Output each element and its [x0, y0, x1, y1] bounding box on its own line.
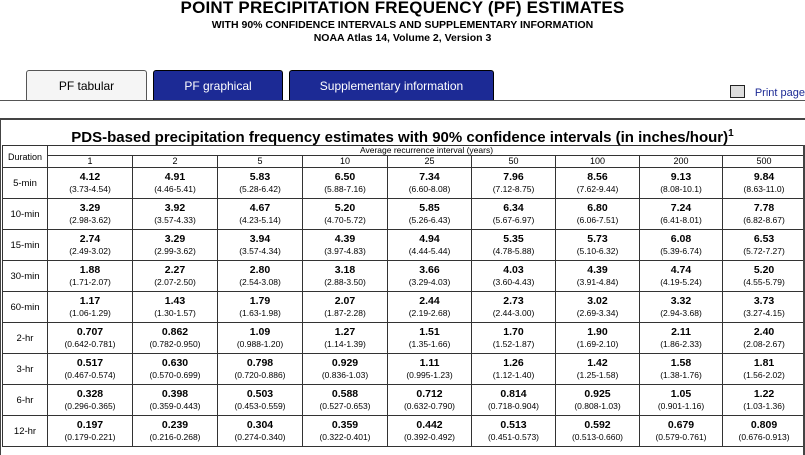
estimate-value: 1.70: [503, 326, 524, 338]
confidence-interval: (0.642-0.781): [64, 339, 116, 349]
estimate-value: 0.814: [500, 388, 527, 400]
estimate-value: 3.92: [164, 202, 186, 214]
estimate-value: 2.07: [334, 295, 356, 307]
estimate-cell: [303, 416, 388, 447]
estimate-value: 0.929: [331, 357, 359, 369]
estimate-cell: [133, 199, 218, 230]
confidence-interval: (2.88-3.50): [324, 277, 366, 287]
estimate-cell: [133, 261, 218, 292]
estimate-value: 2.74: [79, 233, 101, 245]
estimate-cell: [303, 230, 388, 261]
estimate-value: 0.304: [246, 419, 274, 431]
estimate-cell: [303, 261, 388, 292]
estimate-value: 0.239: [161, 419, 189, 431]
estimate-cell: [723, 416, 805, 447]
confidence-interval: (0.179-0.221): [64, 432, 116, 442]
confidence-interval: (1.56-2.02): [743, 370, 785, 380]
confidence-interval: (1.52-1.87): [492, 339, 535, 349]
confidence-interval: (0.901-1.16): [657, 401, 705, 411]
estimate-value: 3.29: [79, 202, 101, 214]
estimate-value: 1.81: [753, 357, 775, 369]
estimate-value: 1.11: [419, 357, 440, 369]
estimate-value: 0.809: [750, 419, 778, 431]
estimate-cell: [218, 385, 303, 416]
confidence-interval: (1.12-1.40): [492, 370, 535, 380]
estimate-cell: [133, 323, 218, 354]
estimate-value: 0.862: [161, 326, 189, 338]
confidence-interval: (2.54-3.08): [239, 277, 281, 287]
estimate-value: 0.592: [584, 419, 611, 431]
confidence-interval: (5.39-6.74): [660, 246, 702, 256]
estimate-cell: [388, 323, 472, 354]
confidence-interval: (0.782-0.950): [149, 339, 201, 349]
estimate-value: 1.58: [670, 357, 692, 369]
estimate-value: 0.513: [500, 419, 527, 431]
estimate-cell: [48, 199, 133, 230]
estimate-value: 2.80: [249, 264, 271, 276]
confidence-interval: (2.98-3.62): [69, 215, 111, 225]
estimate-cell: [133, 354, 218, 385]
confidence-interval: (2.07-2.50): [154, 277, 196, 287]
estimate-cell: [48, 354, 133, 385]
duration-cell: 6-hr: [3, 385, 48, 416]
confidence-interval: (2.94-3.68): [660, 308, 702, 318]
estimate-cell: [640, 416, 723, 447]
estimate-cell: [133, 416, 218, 447]
estimate-cell: [48, 292, 133, 323]
confidence-interval: (4.23-5.14): [239, 215, 281, 225]
confidence-interval: (0.527-0.653): [319, 401, 371, 411]
confidence-interval: (1.87-2.28): [324, 308, 366, 318]
estimate-cell: [556, 230, 640, 261]
estimate-cell: [640, 261, 723, 292]
confidence-interval: (4.19-5.24): [660, 277, 702, 287]
estimate-cell: [556, 292, 640, 323]
estimate-cell: [723, 230, 805, 261]
pf-estimates-table: [2, 145, 805, 447]
confidence-interval: (3.29-4.03): [408, 277, 451, 287]
estimate-value: 2.27: [164, 264, 186, 276]
estimate-cell: [303, 168, 388, 199]
estimate-cell: [556, 354, 640, 385]
estimate-cell: [388, 354, 472, 385]
estimate-value: 5.83: [249, 171, 271, 183]
estimate-value: 4.94: [419, 233, 440, 245]
estimate-value: 0.630: [161, 357, 189, 369]
estimate-cell: [218, 230, 303, 261]
confidence-interval: (5.67-6.97): [492, 215, 535, 225]
confidence-interval: (6.41-8.01): [660, 215, 702, 225]
estimate-value: 0.517: [76, 357, 104, 369]
table-title: PDS-based precipitation frequency estimates with 90% confidence intervals (in inches/hour)$^1$: [71, 128, 734, 146]
estimate-cell: [218, 261, 303, 292]
estimate-value: 0.798: [246, 357, 274, 369]
estimate-value: 6.50: [334, 171, 356, 183]
estimate-cell: [640, 385, 723, 416]
estimate-cell: [303, 323, 388, 354]
estimate-cell: [640, 168, 723, 199]
estimate-cell: [133, 292, 218, 323]
estimate-cell: [723, 323, 805, 354]
estimate-cell: [218, 168, 303, 199]
confidence-interval: (4.44-5.44): [408, 246, 451, 256]
table-row: [3, 230, 805, 261]
confidence-interval: (1.69-2.10): [576, 339, 619, 349]
page-subtitle: WITH 90% CONFIDENCE INTERVALS AND SUPPLEMENTARY INFORMATION: [211, 19, 594, 31]
estimate-cell: [388, 292, 472, 323]
estimate-value: 3.18: [334, 264, 356, 276]
estimate-cell: [640, 354, 723, 385]
confidence-interval: (1.25-1.58): [576, 370, 619, 380]
ari-header: Average recurrence interval (years): [48, 146, 805, 156]
table-row: [3, 385, 805, 416]
estimate-value: 6.53: [753, 233, 775, 245]
duration-cell: 12-hr: [3, 416, 48, 447]
confidence-interval: (1.86-2.33): [660, 339, 702, 349]
estimate-cell: [472, 354, 556, 385]
confidence-interval: (0.836-1.03): [321, 370, 369, 380]
footnote-marker: 1: [728, 128, 734, 139]
confidence-interval: (0.467-0.574): [64, 370, 116, 380]
estimate-value: 4.39: [587, 264, 608, 276]
duration-cell: 10-min: [3, 199, 48, 230]
confidence-interval: (0.274-0.340): [234, 432, 286, 442]
estimate-cell: [723, 199, 805, 230]
interval-header-row: [3, 156, 805, 168]
estimate-cell: [218, 199, 303, 230]
estimate-cell: [640, 323, 723, 354]
confidence-interval: (5.88-7.16): [324, 184, 366, 194]
estimate-cell: [556, 261, 640, 292]
tab-pf-graphical[interactable]: PF graphical: [153, 70, 283, 100]
estimate-value: 4.12: [79, 171, 101, 183]
confidence-interval: (4.55-5.79): [743, 277, 785, 287]
estimate-cell: [218, 354, 303, 385]
estimate-value: 6.34: [503, 202, 524, 214]
duration-cell: 60-min: [3, 292, 48, 323]
estimate-cell: [556, 199, 640, 230]
estimate-cell: [723, 385, 805, 416]
confidence-interval: (1.35-1.66): [408, 339, 451, 349]
confidence-interval: (0.359-0.443): [149, 401, 201, 411]
estimate-value: 1.90: [587, 326, 608, 338]
confidence-interval: (3.97-4.83): [324, 246, 366, 256]
estimate-value: 3.02: [587, 295, 608, 307]
estimate-cell: [723, 292, 805, 323]
estimate-cell: [133, 230, 218, 261]
duration-cell: 5-min: [3, 168, 48, 199]
confidence-interval: (2.69-3.34): [576, 308, 619, 318]
estimate-value: 1.51: [419, 326, 440, 338]
confidence-interval: (0.296-0.365): [64, 401, 116, 411]
confidence-interval: (1.30-1.57): [154, 308, 196, 318]
estimate-value: 0.197: [76, 419, 104, 431]
page-header: [0, 0, 805, 45]
estimate-value: 9.84: [753, 171, 775, 183]
table-row: [3, 354, 805, 385]
estimate-cell: [388, 385, 472, 416]
estimate-cell: [388, 199, 472, 230]
estimate-cell: [472, 323, 556, 354]
confidence-interval: (0.392-0.492): [403, 432, 456, 442]
estimate-cell: [388, 261, 472, 292]
estimate-cell: [48, 385, 133, 416]
duration-cell: 15-min: [3, 230, 48, 261]
duration-cell: 30-min: [3, 261, 48, 292]
interval-header: 200: [640, 156, 723, 168]
estimate-cell: [556, 416, 640, 447]
estimate-cell: [133, 168, 218, 199]
confidence-interval: (6.82-8.67): [743, 215, 785, 225]
estimate-value: 5.20: [334, 202, 356, 214]
atlas-version: NOAA Atlas 14, Volume 2, Version 3: [313, 32, 492, 44]
estimate-cell: [723, 168, 805, 199]
confidence-interval: (5.28-6.42): [239, 184, 281, 194]
estimate-value: 0.442: [416, 419, 443, 431]
estimate-cell: [48, 261, 133, 292]
duration-header: Duration: [3, 146, 48, 168]
confidence-interval: (4.78-5.88): [492, 246, 535, 256]
estimate-cell: [218, 323, 303, 354]
estimate-value: 2.73: [503, 295, 524, 307]
estimate-value: 4.03: [503, 264, 524, 276]
estimate-value: 1.27: [334, 326, 356, 338]
estimate-value: 0.328: [76, 388, 104, 400]
estimate-value: 1.09: [249, 326, 271, 338]
estimate-cell: [48, 168, 133, 199]
estimate-cell: [640, 292, 723, 323]
estimate-cell: [472, 416, 556, 447]
estimate-cell: [472, 292, 556, 323]
estimate-cell: [48, 323, 133, 354]
estimate-value: 3.94: [249, 233, 271, 245]
estimate-value: 4.39: [334, 233, 356, 245]
confidence-interval: (0.720-0.886): [234, 370, 286, 380]
estimate-cell: [388, 230, 472, 261]
confidence-interval: (0.808-1.03): [574, 401, 621, 411]
print-page-link[interactable]: [730, 85, 805, 99]
estimate-value: 0.588: [331, 388, 359, 400]
estimate-value: 1.05: [670, 388, 692, 400]
confidence-interval: (4.46-5.41): [154, 184, 196, 194]
confidence-interval: (1.06-1.29): [69, 308, 111, 318]
estimate-value: 0.712: [416, 388, 443, 400]
estimate-value: 7.96: [503, 171, 524, 183]
estimate-value: 1.79: [249, 295, 271, 307]
duration-cell: 2-hr: [3, 323, 48, 354]
estimate-cell: [133, 385, 218, 416]
estimate-cell: [388, 416, 472, 447]
tab-supplementary-information[interactable]: Supplementary information: [289, 70, 494, 100]
confidence-interval: (1.14-1.39): [324, 339, 366, 349]
confidence-interval: (2.08-2.67): [743, 339, 785, 349]
table-row: [3, 199, 805, 230]
estimate-value: 1.26: [503, 357, 524, 369]
confidence-interval: (0.570-0.699): [149, 370, 201, 380]
confidence-interval: (1.03-1.36): [743, 401, 785, 411]
estimate-value: 0.398: [161, 388, 189, 400]
printer-icon: [730, 85, 745, 98]
tab-divider: [0, 100, 805, 101]
estimate-cell: [556, 385, 640, 416]
estimate-cell: [48, 230, 133, 261]
estimate-cell: [723, 354, 805, 385]
confidence-interval: (1.71-2.07): [69, 277, 111, 287]
confidence-interval: (8.08-10.1): [660, 184, 702, 194]
table-row: [3, 323, 805, 354]
page-title: POINT PRECIPITATION FREQUENCY (PF) ESTIMATES: [180, 0, 625, 17]
confidence-interval: (0.453-0.559): [234, 401, 286, 411]
duration-cell: 3-hr: [3, 354, 48, 385]
estimate-cell: [303, 354, 388, 385]
interval-header: 2: [133, 156, 218, 168]
estimate-value: 4.91: [164, 171, 186, 183]
interval-header: 50: [472, 156, 556, 168]
interval-header: 1: [48, 156, 133, 168]
table-row: [3, 168, 805, 199]
confidence-interval: (8.63-11.0): [743, 184, 785, 194]
confidence-interval: (3.91-4.84): [576, 277, 619, 287]
confidence-interval: (3.27-4.15): [743, 308, 785, 318]
estimate-cell: [472, 385, 556, 416]
estimate-value: 5.85: [419, 202, 440, 214]
estimate-cell: [472, 261, 556, 292]
confidence-interval: (6.06-7.51): [576, 215, 619, 225]
confidence-interval: (0.988-1.20): [236, 339, 284, 349]
estimate-value: 0.359: [331, 419, 359, 431]
estimate-cell: [723, 261, 805, 292]
estimate-value: 4.67: [249, 202, 271, 214]
estimate-value: 2.40: [753, 326, 775, 338]
estimate-cell: [388, 168, 472, 199]
confidence-interval: (0.995-1.23): [406, 370, 453, 380]
estimate-value: 7.78: [753, 202, 775, 214]
confidence-interval: (3.73-4.54): [69, 184, 111, 194]
confidence-interval: (0.676-0.913): [738, 432, 790, 442]
confidence-interval: (1.63-1.98): [239, 308, 281, 318]
estimate-value: 5.20: [753, 264, 775, 276]
estimate-cell: [472, 199, 556, 230]
estimate-value: 3.32: [670, 295, 692, 307]
estimate-value: 1.17: [79, 295, 101, 307]
tab-bar: [0, 70, 805, 101]
confidence-interval: (5.26-6.43): [408, 215, 451, 225]
confidence-interval: (0.632-0.790): [403, 401, 456, 411]
estimate-value: 1.43: [164, 295, 186, 307]
confidence-interval: (3.57-4.34): [239, 246, 281, 256]
interval-header: 25: [388, 156, 472, 168]
estimate-cell: [556, 323, 640, 354]
confidence-interval: (5.72-7.27): [743, 246, 785, 256]
estimate-cell: [218, 416, 303, 447]
estimate-value: 8.56: [587, 171, 608, 183]
estimate-value: 7.34: [419, 171, 440, 183]
estimate-value: 6.08: [670, 233, 692, 245]
confidence-interval: (0.579-0.761): [655, 432, 707, 442]
tab-pf-tabular[interactable]: PF tabular: [26, 70, 147, 101]
estimate-value: 3.66: [419, 264, 440, 276]
confidence-interval: (0.513-0.660): [571, 432, 624, 442]
confidence-interval: (2.19-2.68): [408, 308, 451, 318]
interval-header: 100: [556, 156, 640, 168]
confidence-interval: (4.70-5.72): [324, 215, 366, 225]
estimate-value: 1.22: [753, 388, 775, 400]
estimate-value: 5.35: [503, 233, 524, 245]
estimate-cell: [640, 199, 723, 230]
estimate-cell: [556, 168, 640, 199]
confidence-interval: (7.12-8.75): [492, 184, 535, 194]
confidence-interval: (7.62-9.44): [576, 184, 619, 194]
confidence-interval: (0.216-0.268): [149, 432, 201, 442]
estimate-value: 0.503: [246, 388, 274, 400]
print-label: Print page: [754, 87, 805, 99]
estimate-value: 5.73: [587, 233, 608, 245]
confidence-interval: (3.57-4.33): [154, 215, 196, 225]
estimate-value: 7.24: [670, 202, 692, 214]
estimate-value: 1.88: [79, 264, 101, 276]
estimate-cell: [472, 230, 556, 261]
confidence-interval: (6.60-8.08): [408, 184, 451, 194]
estimate-value: 0.925: [584, 388, 611, 400]
estimate-value: 0.679: [667, 419, 695, 431]
estimate-value: 9.13: [670, 171, 692, 183]
estimate-cell: [218, 292, 303, 323]
estimate-cell: [303, 385, 388, 416]
interval-header: 10: [303, 156, 388, 168]
confidence-interval: (3.60-4.43): [492, 277, 535, 287]
confidence-interval: (1.38-1.76): [660, 370, 702, 380]
table-row: [3, 416, 805, 447]
confidence-interval: (2.49-3.02): [69, 246, 111, 256]
confidence-interval: (0.718-0.904): [487, 401, 540, 411]
estimate-cell: [303, 199, 388, 230]
interval-header: 5: [218, 156, 303, 168]
estimate-value: 2.11: [671, 326, 691, 338]
estimate-cell: [472, 168, 556, 199]
confidence-interval: (0.322-0.401): [319, 432, 371, 442]
confidence-interval: (5.10-6.32): [576, 246, 619, 256]
estimate-value: 3.29: [164, 233, 186, 245]
estimate-cell: [303, 292, 388, 323]
estimate-value: 1.42: [587, 357, 608, 369]
confidence-interval: (2.44-3.00): [492, 308, 535, 318]
estimate-cell: [48, 416, 133, 447]
table-row: [3, 261, 805, 292]
interval-header: 500: [723, 156, 805, 168]
estimate-value: 6.80: [587, 202, 608, 214]
estimate-cell: [640, 230, 723, 261]
estimate-value: 2.44: [419, 295, 440, 307]
estimate-value: 0.707: [76, 326, 104, 338]
confidence-interval: (0.451-0.573): [487, 432, 540, 442]
confidence-interval: (2.99-3.62): [154, 246, 196, 256]
estimate-value: 3.73: [753, 295, 775, 307]
table-row: [3, 292, 805, 323]
estimate-value: 4.74: [670, 264, 692, 276]
